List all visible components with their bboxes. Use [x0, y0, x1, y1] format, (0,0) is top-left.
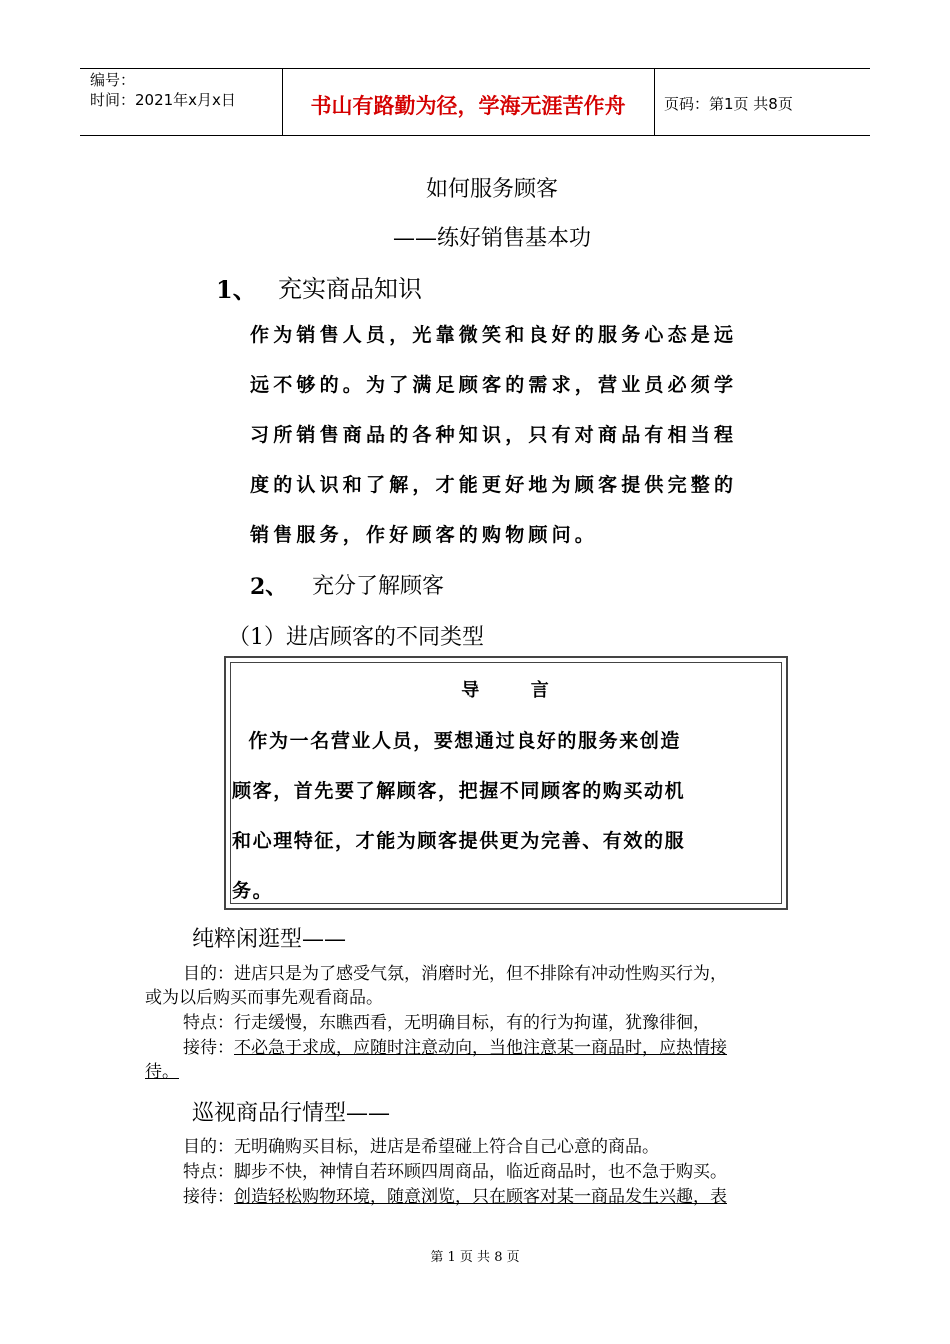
purpose-text: 无明确购买目标，进店是希望碰上符合自己心意的商品。 [234, 1137, 659, 1157]
box-line: 顾客，首先要了解顾客，把握不同顾客的购买动机 [232, 780, 686, 802]
service-text-continued: 待。 [145, 1062, 179, 1082]
intro-box-title: 导 言 [461, 680, 551, 701]
section1-paragraph [250, 310, 810, 560]
trait-label: 特点： [183, 1162, 234, 1182]
type-trait [183, 1011, 710, 1035]
header-bottom-border [80, 135, 870, 136]
page-subtitle: ——练好销售基本功 [392, 226, 591, 251]
paragraph-line: 远不够的。为了满足顾客的需求，营业员必须学 [250, 374, 738, 396]
paragraph-line: 销售服务，作好顾客的购物顾问。 [250, 524, 599, 546]
header-page-info: 页码：第1页 共8页 [664, 95, 793, 113]
purpose-text: 进店只是为了感受气氛，消磨时光，但不排除有冲动性购买行为， [234, 964, 727, 984]
purpose-text-continued: 或为以后购买而事先观看商品。 [145, 988, 383, 1008]
service-text: 不必急于求成，应随时注意动向，当他注意某一商品时，应热情接 [234, 1038, 727, 1058]
type-service [183, 1185, 727, 1209]
box-line: 务。 [232, 880, 274, 902]
box-line: 作为一名营业人员，要想通过良好的服务来创造 [232, 730, 682, 752]
purpose-label: 目的： [183, 1137, 234, 1157]
box-line: 和心理特征，才能为顾客提供更为完善、有效的服 [232, 830, 686, 852]
section2-number: 2、 [250, 574, 288, 600]
trait-label: 特点： [183, 1013, 234, 1033]
purpose-label: 目的： [183, 964, 234, 984]
service-text: 创造轻松购物环境，随意浏览，只在顾客对某一商品发生兴趣，表 [234, 1187, 727, 1207]
trait-text: 脚步不快，神情自若环顾四周商品，临近商品时，也不急于购买。 [234, 1162, 727, 1182]
paragraph-line: 作为销售人员，光靠微笑和良好的服务心态是远 [250, 324, 738, 346]
type-purpose [183, 1135, 659, 1159]
type-heading: 巡视商品行情型—— [192, 1101, 391, 1126]
service-label: 接待： [183, 1187, 234, 1207]
section1-number: 1、 [216, 275, 257, 304]
trait-text: 行走缓慢，东瞧西看，无明确目标，有的行为拘谨，犹豫徘徊， [234, 1013, 710, 1033]
header-top-border [80, 68, 870, 69]
header-left [90, 70, 236, 110]
paragraph-line: 度的认识和了解，才能更好地为顾客提供完整的 [250, 474, 738, 496]
paragraph-line: 习所销售商品的各种知识，只有对商品有相当程 [250, 424, 738, 446]
section2-heading: 充分了解顾客 [312, 574, 445, 599]
type-service [183, 1036, 727, 1060]
subsection-heading: （1）进店顾客的不同类型 [228, 625, 484, 650]
type-trait [183, 1160, 727, 1184]
page-title: 如何服务顾客 [425, 177, 558, 202]
type-purpose [183, 962, 727, 986]
page-footer: 第 1 页 共 8 页 [430, 1250, 520, 1265]
intro-box-text [232, 716, 780, 916]
type-heading: 纯粹闲逛型—— [192, 927, 347, 952]
time-label: 时间：2021年x月x日 [90, 91, 236, 109]
header-motto: 书山有路勤为径，学海无涯苦作舟 [310, 94, 626, 118]
header-divider [654, 69, 655, 135]
number-label: 编号： [90, 71, 136, 89]
section1-heading: 充实商品知识 [278, 275, 422, 303]
service-label: 接待： [183, 1038, 234, 1058]
